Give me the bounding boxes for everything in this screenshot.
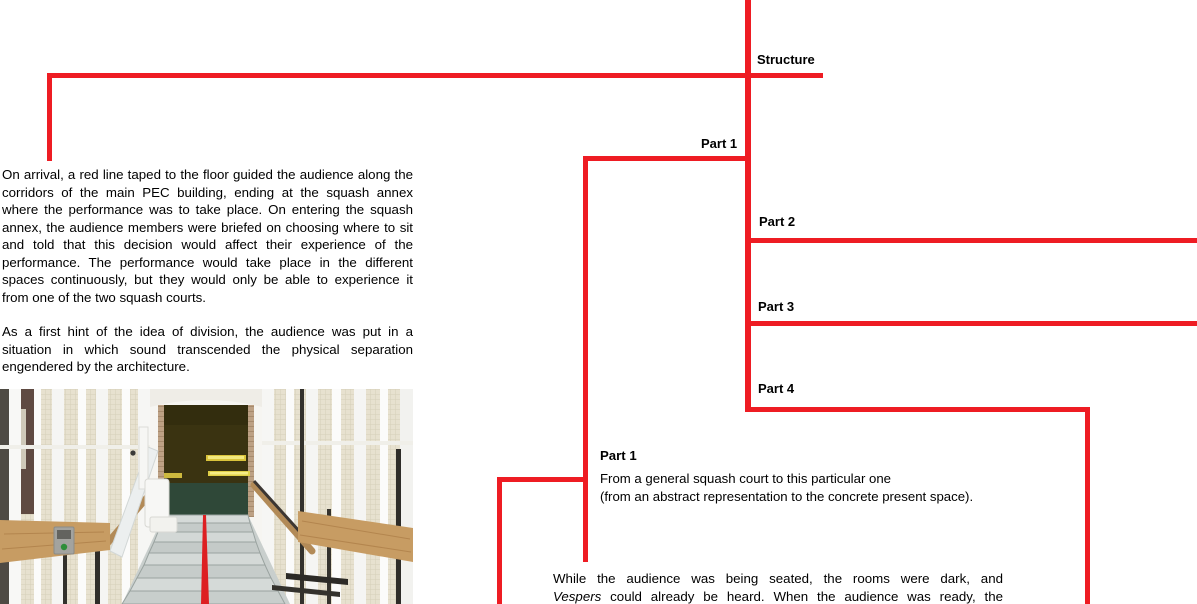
diagram-structure-horizontal-line [47,73,823,78]
bottom-paragraph-line2 [553,588,1003,604]
diagram-label-part4: Part 4 [758,381,795,396]
bottom-paragraph-line2-rest: could already be heard. When the audience was ready, the [601,589,1003,604]
diagram-part1-jog-horizontal-line [497,477,588,482]
photo-left-glazing [0,389,151,604]
diagram-part4-horizontal-line [745,407,1090,412]
diagram-label-part1: Part 1 [701,136,738,151]
diagram-part3-horizontal-line [745,321,1197,326]
diagram-part2-horizontal-line [745,238,1197,243]
diagram-trunk-vertical-line [745,0,751,412]
diagram-part1-horizontal-line [583,156,751,161]
diagram-part1-vertical-line [583,156,588,562]
part1-section [600,447,1070,507]
paragraph-division: As a first hint of the idea of division, the audience was put in a situation in which sound transcended the physical separation engendered by the architecture. [2,324,413,374]
bottom-paragraph-line1: While the audience was being seated, the rooms were dark, and [553,571,1003,586]
photo-staircase [0,389,413,604]
bottom-paragraph [553,570,1003,604]
diagram-label-part2: Part 2 [759,214,796,229]
diagram-structure-left-drop-line [47,73,52,161]
vespers-italic-word: Vespers [553,589,602,604]
left-text-column [2,166,413,376]
paragraph-arrival: On arrival, a red line taped to the floor guided the audience along the corridors of the main PEC building, ending at the squash annex where the performance was to take place. On entering the squash annex, the audience members were briefed on choosing where to sit and told that this decision would affect their experience of the performance. The performance would take place in the different spaces continuously, but they would only be able to experience it from one of the two squash courts. [2,167,413,305]
part1-section-heading: Part 1 [600,448,637,463]
diagram-part4-vertical-line [1085,407,1090,604]
diagram-label-part3: Part 3 [758,299,795,314]
diagram-label-structure: Structure [757,52,815,67]
part1-section-line2: (from an abstract representation to the concrete present space). [600,489,974,504]
photo-right-glazing [262,389,413,604]
photo-control-box [54,527,74,554]
photo-staircase-illustration [0,389,413,604]
diagram-part1-jog-vertical-line [497,477,502,604]
part1-section-line1: From a general squash court to this particular one [600,470,892,486]
